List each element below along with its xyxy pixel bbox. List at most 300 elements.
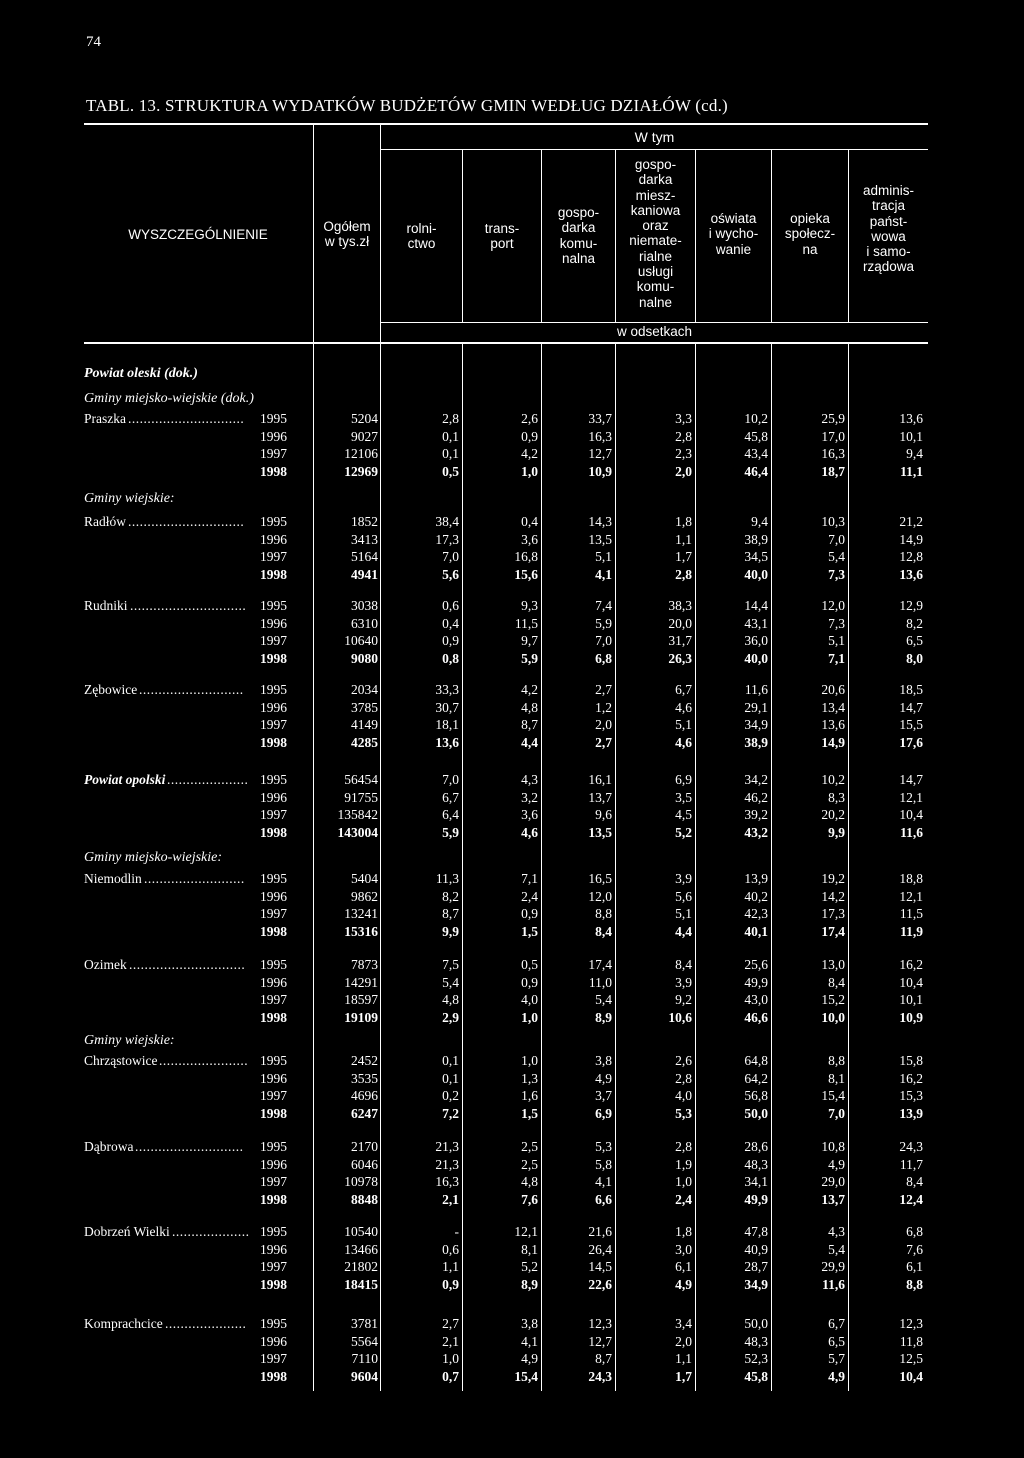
value-cell: 15,6 <box>514 566 538 582</box>
year-cell: 1996 <box>260 531 287 547</box>
value-cell: 12,1 <box>514 1224 538 1239</box>
value-cell: 3,9 <box>675 974 692 990</box>
value-cell: 12,5 <box>899 1351 923 1366</box>
year-cell: 1997 <box>260 633 287 648</box>
value-cell: 9,9 <box>828 824 845 840</box>
value-cell: 3413 <box>351 531 378 547</box>
table-row <box>0 772 1024 788</box>
value-cell: 17,6 <box>899 734 923 750</box>
table-row <box>0 924 1024 940</box>
value-cell: 9,4 <box>751 514 768 529</box>
year-cell: 1998 <box>260 1191 287 1207</box>
value-cell: 9080 <box>351 650 378 666</box>
value-cell: 4,1 <box>595 566 612 582</box>
value-cell: 4149 <box>351 717 378 732</box>
value-cell: 40,1 <box>744 923 768 939</box>
value-cell: 3,5 <box>675 789 692 805</box>
value-cell: 5,4 <box>595 992 612 1007</box>
value-cell: 36,0 <box>744 633 768 648</box>
value-cell: 12,3 <box>588 1316 612 1331</box>
value-cell: 16,1 <box>588 772 612 787</box>
value-cell: 2,7 <box>595 682 612 697</box>
value-cell: 48,3 <box>744 1156 768 1172</box>
value-cell: 8,8 <box>828 1053 845 1068</box>
value-cell: 25,6 <box>744 957 768 972</box>
value-cell: 14,9 <box>821 734 845 750</box>
year-cell: 1995 <box>260 682 287 697</box>
table-row <box>0 735 1024 751</box>
leader-dots: ............................ <box>135 1139 244 1154</box>
value-cell: 9,4 <box>906 446 923 461</box>
year-cell: 1995 <box>260 598 287 613</box>
table-row <box>0 1334 1024 1350</box>
value-cell: 43,2 <box>744 824 768 840</box>
value-cell: 2,7 <box>442 1316 459 1331</box>
value-cell: 10,0 <box>821 1009 845 1025</box>
value-cell: 26,3 <box>668 650 692 666</box>
value-cell: 6,7 <box>442 789 459 805</box>
value-cell: 8,2 <box>442 888 459 904</box>
value-cell: 3,8 <box>595 1053 612 1068</box>
value-cell: 4,5 <box>675 807 692 822</box>
row-label: Praszka <box>84 411 126 426</box>
value-cell: 20,0 <box>668 615 692 631</box>
value-cell: 14,7 <box>899 699 923 715</box>
value-cell: 9604 <box>351 1368 378 1384</box>
value-cell: 10978 <box>344 1174 378 1189</box>
table-row <box>0 1088 1024 1104</box>
section-label: Gminy miejsko-wiejskie (dok.) <box>84 391 254 406</box>
value-cell: 6,7 <box>675 682 692 697</box>
year-cell: 1996 <box>260 1333 287 1349</box>
value-cell: 46,4 <box>744 463 768 479</box>
value-cell: 5,8 <box>595 1156 612 1172</box>
value-cell: 13,4 <box>821 699 845 715</box>
value-cell: 5,1 <box>828 633 845 648</box>
year-cell: 1997 <box>260 906 287 921</box>
value-cell: 6,1 <box>906 1259 923 1274</box>
row-label: Rudniki <box>84 598 128 613</box>
header-wyszczegolnienie: WYSZCZEGÓLNIENIE <box>128 227 268 242</box>
table-row <box>0 825 1024 841</box>
value-cell: 1,3 <box>521 1070 538 1086</box>
value-cell: 20,6 <box>821 682 845 697</box>
table-row <box>0 906 1024 922</box>
value-cell: 11,6 <box>822 1276 845 1292</box>
table-row <box>0 682 1024 698</box>
value-cell: 25,9 <box>821 411 845 426</box>
value-cell: 5164 <box>351 549 378 564</box>
year-cell: 1998 <box>260 1009 287 1025</box>
value-cell: 3,6 <box>521 807 538 822</box>
value-cell: 10,2 <box>821 772 845 787</box>
value-cell: 10640 <box>344 633 378 648</box>
table-row <box>0 429 1024 445</box>
value-cell: 13,7 <box>588 789 612 805</box>
table-row <box>0 790 1024 806</box>
value-cell: 5,9 <box>521 650 538 666</box>
leader-dots: ..................... <box>167 772 249 787</box>
year-cell: 1995 <box>260 1316 287 1331</box>
value-cell: 1,0 <box>521 1009 538 1025</box>
value-cell: 18,8 <box>899 871 923 886</box>
value-cell: 15,3 <box>899 1088 923 1103</box>
value-cell: 16,8 <box>514 549 538 564</box>
value-cell: 14,4 <box>744 598 768 613</box>
value-cell: 13,9 <box>744 871 768 886</box>
value-cell: 1,7 <box>675 1368 692 1384</box>
section-label: Powiat oleski (dok.) <box>84 366 198 381</box>
value-cell: 1,1 <box>675 1351 692 1366</box>
table-row <box>0 1351 1024 1367</box>
value-cell: 2034 <box>351 682 378 697</box>
year-cell: 1998 <box>260 824 287 840</box>
value-cell: 2,3 <box>675 446 692 461</box>
value-cell: 5,1 <box>595 549 612 564</box>
leader-dots: .............................. <box>128 411 245 426</box>
year-cell: 1998 <box>260 734 287 750</box>
value-cell: 8,8 <box>906 1276 923 1292</box>
leader-dots: .............................. <box>128 514 245 529</box>
table-title: TABL. 13. STRUKTURA WYDATKÓW BUDŻETÓW GMIN WEDŁUG DZIAŁÓW (cd.) <box>86 96 728 115</box>
value-cell: 1,5 <box>521 923 538 939</box>
value-cell: 56454 <box>344 772 378 787</box>
value-cell: 18597 <box>344 992 378 1007</box>
value-cell: 49,9 <box>744 1191 768 1207</box>
value-cell: 5204 <box>351 411 378 426</box>
value-cell: 39,2 <box>744 807 768 822</box>
value-cell: 5,9 <box>442 824 459 840</box>
value-cell: 43,0 <box>744 992 768 1007</box>
value-cell: 6046 <box>351 1156 378 1172</box>
value-cell: 4,2 <box>521 682 538 697</box>
table-row <box>0 532 1024 548</box>
value-cell: 40,9 <box>744 1241 768 1257</box>
table-row <box>0 975 1024 991</box>
value-cell: 3,0 <box>675 1241 692 1257</box>
leader-dots: .............................. <box>129 957 246 972</box>
value-cell: 18,1 <box>435 717 459 732</box>
value-cell: 5,1 <box>675 906 692 921</box>
table-row <box>0 598 1024 614</box>
value-cell: 6247 <box>351 1105 378 1121</box>
value-cell: 4,8 <box>442 992 459 1007</box>
value-cell: 7,0 <box>442 549 459 564</box>
value-cell: 7,5 <box>442 957 459 972</box>
value-cell: 38,9 <box>744 734 768 750</box>
table-row <box>0 1259 1024 1275</box>
value-cell: 10,9 <box>899 1009 923 1025</box>
value-cell: 9,6 <box>595 807 612 822</box>
year-cell: 1997 <box>260 1351 287 1366</box>
value-cell: 13,6 <box>899 566 923 582</box>
value-cell: 1,9 <box>675 1156 692 1172</box>
value-cell: 13,6 <box>821 717 845 732</box>
table-row <box>0 1106 1024 1122</box>
value-cell: 9,2 <box>675 992 692 1007</box>
value-cell: 22,6 <box>588 1276 612 1292</box>
header-col-gospodarka-komunalna: gospo- darka komu- nalna <box>557 205 600 266</box>
value-cell: 6,8 <box>595 650 612 666</box>
value-cell: 40,0 <box>744 650 768 666</box>
value-cell: 40,2 <box>744 888 768 904</box>
value-cell: 11,5 <box>899 906 923 921</box>
value-cell: 12,7 <box>588 446 612 461</box>
value-cell: 7,4 <box>595 598 612 613</box>
value-cell: 38,3 <box>668 598 692 613</box>
value-cell: 12,8 <box>899 549 923 564</box>
value-cell: 50,0 <box>744 1316 768 1331</box>
value-cell: 1,0 <box>521 1053 538 1068</box>
value-cell: 16,3 <box>435 1174 459 1189</box>
value-cell: 2,1 <box>442 1191 459 1207</box>
page-number: 74 <box>86 34 101 50</box>
value-cell: 56,8 <box>744 1088 768 1103</box>
value-cell: 14,2 <box>821 888 845 904</box>
value-cell: 2,6 <box>521 411 538 426</box>
value-cell: 49,9 <box>744 974 768 990</box>
year-cell: 1995 <box>260 957 287 972</box>
value-cell: 5564 <box>351 1333 378 1349</box>
value-cell: 26,4 <box>588 1241 612 1257</box>
value-cell: 8,2 <box>906 615 923 631</box>
value-cell: 0,5 <box>521 957 538 972</box>
value-cell: 11,8 <box>899 1333 923 1349</box>
table-row <box>0 1174 1024 1190</box>
value-cell: 6,7 <box>828 1316 845 1331</box>
value-cell: 10,4 <box>899 974 923 990</box>
year-cell: 1998 <box>260 1105 287 1121</box>
value-cell: 4,3 <box>828 1224 845 1239</box>
value-cell: 2452 <box>351 1053 378 1068</box>
value-cell: 11,7 <box>899 1156 923 1172</box>
value-cell: 5,4 <box>442 974 459 990</box>
value-cell: 34,5 <box>744 549 768 564</box>
value-cell: 1,7 <box>675 549 692 564</box>
value-cell: 2,5 <box>521 1156 538 1172</box>
value-cell: 0,9 <box>442 633 459 648</box>
value-cell: 21,2 <box>899 514 923 529</box>
value-cell: 17,3 <box>435 531 459 547</box>
value-cell: 1,0 <box>521 463 538 479</box>
leader-dots: .................... <box>172 1224 250 1239</box>
value-cell: 7,0 <box>828 1105 845 1121</box>
value-cell: 12969 <box>344 463 378 479</box>
year-cell: 1995 <box>260 871 287 886</box>
value-cell: 0,1 <box>442 1053 459 1068</box>
header-col-oswiata: oświata i wycho- wanie <box>708 211 759 257</box>
value-cell: 1852 <box>351 514 378 529</box>
value-cell: 1,8 <box>675 514 692 529</box>
value-cell: 10,1 <box>899 992 923 1007</box>
value-cell: 2170 <box>351 1139 378 1154</box>
value-cell: 4,6 <box>521 824 538 840</box>
value-cell: 6,8 <box>906 1224 923 1239</box>
value-cell: 2,5 <box>521 1139 538 1154</box>
value-cell: 1,5 <box>521 1105 538 1121</box>
value-cell: 0,1 <box>442 1070 459 1086</box>
value-cell: 13,5 <box>588 531 612 547</box>
value-cell: 50,0 <box>744 1105 768 1121</box>
value-cell: 13,9 <box>899 1105 923 1121</box>
value-cell: 2,8 <box>675 1139 692 1154</box>
value-cell: 21,3 <box>435 1156 459 1172</box>
value-cell: 38,4 <box>435 514 459 529</box>
value-cell: 6,4 <box>442 807 459 822</box>
year-cell: 1997 <box>260 1088 287 1103</box>
value-cell: 3,7 <box>595 1088 612 1103</box>
table-row <box>0 1192 1024 1208</box>
value-cell: 13,0 <box>821 957 845 972</box>
section-label: Gminy miejsko-wiejskie: <box>84 850 223 865</box>
section-label: Gminy wiejskie: <box>84 1033 175 1048</box>
value-cell: 16,2 <box>899 957 923 972</box>
header-col-gospodarka-mieszkaniowa: gospo- darka miesz- kaniowa oraz niemate- rialne usługi komu- nalne <box>629 157 682 310</box>
value-cell: 14,5 <box>588 1259 612 1274</box>
value-cell: 43,4 <box>744 446 768 461</box>
value-cell: 6,9 <box>675 772 692 787</box>
year-cell: 1996 <box>260 974 287 990</box>
value-cell: 5,4 <box>828 549 845 564</box>
table-row <box>0 717 1024 733</box>
value-cell: 9862 <box>351 888 378 904</box>
header-bottom-rule <box>84 342 928 344</box>
value-cell: 14,9 <box>899 531 923 547</box>
table-row <box>0 1242 1024 1258</box>
value-cell: 0,6 <box>442 1241 459 1257</box>
value-cell: 11,1 <box>900 463 923 479</box>
value-cell: 13466 <box>344 1241 378 1257</box>
value-cell: 42,3 <box>744 906 768 921</box>
value-cell: 4,1 <box>521 1333 538 1349</box>
value-cell: 29,9 <box>821 1259 845 1274</box>
value-cell: 8,1 <box>828 1070 845 1086</box>
value-cell: 46,2 <box>744 789 768 805</box>
year-cell: 1995 <box>260 1224 287 1239</box>
value-cell: 17,3 <box>821 906 845 921</box>
value-cell: 16,3 <box>821 446 845 461</box>
value-cell: 34,2 <box>744 772 768 787</box>
value-cell: 33,7 <box>588 411 612 426</box>
value-cell: 1,1 <box>675 531 692 547</box>
year-cell: 1996 <box>260 789 287 805</box>
value-cell: 19,2 <box>821 871 845 886</box>
leader-dots: ........................... <box>139 682 244 697</box>
header-col-administracja: adminis- tracja państ- wowa i samo- rządowa <box>862 183 915 275</box>
value-cell: 2,8 <box>442 411 459 426</box>
value-cell: 8,4 <box>675 957 692 972</box>
value-cell: 10,6 <box>668 1009 692 1025</box>
value-cell: 3,4 <box>675 1316 692 1331</box>
year-cell: 1996 <box>260 1156 287 1172</box>
table-row <box>0 1010 1024 1026</box>
value-cell: 5,9 <box>595 615 612 631</box>
leader-dots: .............................. <box>130 598 247 613</box>
value-cell: 9,3 <box>521 598 538 613</box>
value-cell: 8,1 <box>521 1241 538 1257</box>
value-cell: 52,3 <box>744 1351 768 1366</box>
value-cell: 9027 <box>351 428 378 444</box>
value-cell: 34,9 <box>744 1276 768 1292</box>
value-cell: 13,6 <box>899 411 923 426</box>
value-cell: 4,8 <box>521 699 538 715</box>
value-cell: 7,3 <box>828 615 845 631</box>
value-cell: 5,1 <box>675 717 692 732</box>
value-cell: 7,0 <box>595 633 612 648</box>
header-col-rolnictwo: rolni- ctwo <box>406 221 437 252</box>
value-cell: 0,9 <box>521 906 538 921</box>
year-cell: 1995 <box>260 772 287 787</box>
value-cell: 3785 <box>351 699 378 715</box>
table-row <box>0 1053 1024 1069</box>
w-odsetkach-rule <box>380 322 928 323</box>
value-cell: 12,1 <box>899 789 923 805</box>
table-row <box>0 957 1024 973</box>
value-cell: 3,8 <box>521 1316 538 1331</box>
value-cell: 21,6 <box>588 1224 612 1239</box>
table-row <box>0 411 1024 427</box>
value-cell: 13,5 <box>588 824 612 840</box>
value-cell: 15,4 <box>514 1368 538 1384</box>
value-cell: 3,3 <box>675 411 692 426</box>
year-cell: 1996 <box>260 699 287 715</box>
header-top-rule <box>84 123 928 125</box>
table-row <box>0 1316 1024 1332</box>
value-cell: 18415 <box>344 1276 378 1292</box>
value-cell: 8,4 <box>595 923 612 939</box>
value-cell: 11,5 <box>514 615 538 631</box>
table-row <box>0 651 1024 667</box>
value-cell: 0,2 <box>442 1088 459 1103</box>
value-cell: 0,9 <box>521 428 538 444</box>
value-cell: 10,3 <box>821 514 845 529</box>
value-cell: 5,6 <box>442 566 459 582</box>
row-label: Dąbrowa <box>84 1139 134 1154</box>
value-cell: 1,0 <box>442 1351 459 1366</box>
value-cell: 64,8 <box>744 1053 768 1068</box>
year-cell: 1996 <box>260 1070 287 1086</box>
value-cell: 4,9 <box>828 1156 845 1172</box>
value-cell: 33,3 <box>435 682 459 697</box>
value-cell: 12,7 <box>588 1333 612 1349</box>
row-label: Dobrzeń Wielki <box>84 1224 170 1239</box>
value-cell: 11,6 <box>900 824 923 840</box>
value-cell: 10,2 <box>744 411 768 426</box>
value-cell: 30,7 <box>435 699 459 715</box>
value-cell: 15,5 <box>899 717 923 732</box>
value-cell: 18,7 <box>821 463 845 479</box>
value-cell: 7,0 <box>442 772 459 787</box>
year-cell: 1998 <box>260 566 287 582</box>
value-cell: 10,8 <box>821 1139 845 1154</box>
value-cell: 4,2 <box>521 446 538 461</box>
row-label: Zębowice <box>84 682 138 697</box>
year-cell: 1998 <box>260 1368 287 1384</box>
header-w-tym: W tym <box>634 129 675 145</box>
section-label: Gminy wiejskie: <box>84 491 175 506</box>
table-row <box>0 1071 1024 1087</box>
value-cell: 4,9 <box>595 1070 612 1086</box>
value-cell: 13,7 <box>821 1191 845 1207</box>
value-cell: 6,1 <box>675 1259 692 1274</box>
year-cell: 1997 <box>260 717 287 732</box>
value-cell: 2,8 <box>675 1070 692 1086</box>
value-cell: 4696 <box>351 1088 378 1103</box>
value-cell: 15,2 <box>821 992 845 1007</box>
value-cell: 10,4 <box>899 807 923 822</box>
value-cell: 24,3 <box>588 1368 612 1384</box>
value-cell: 7,1 <box>828 650 845 666</box>
